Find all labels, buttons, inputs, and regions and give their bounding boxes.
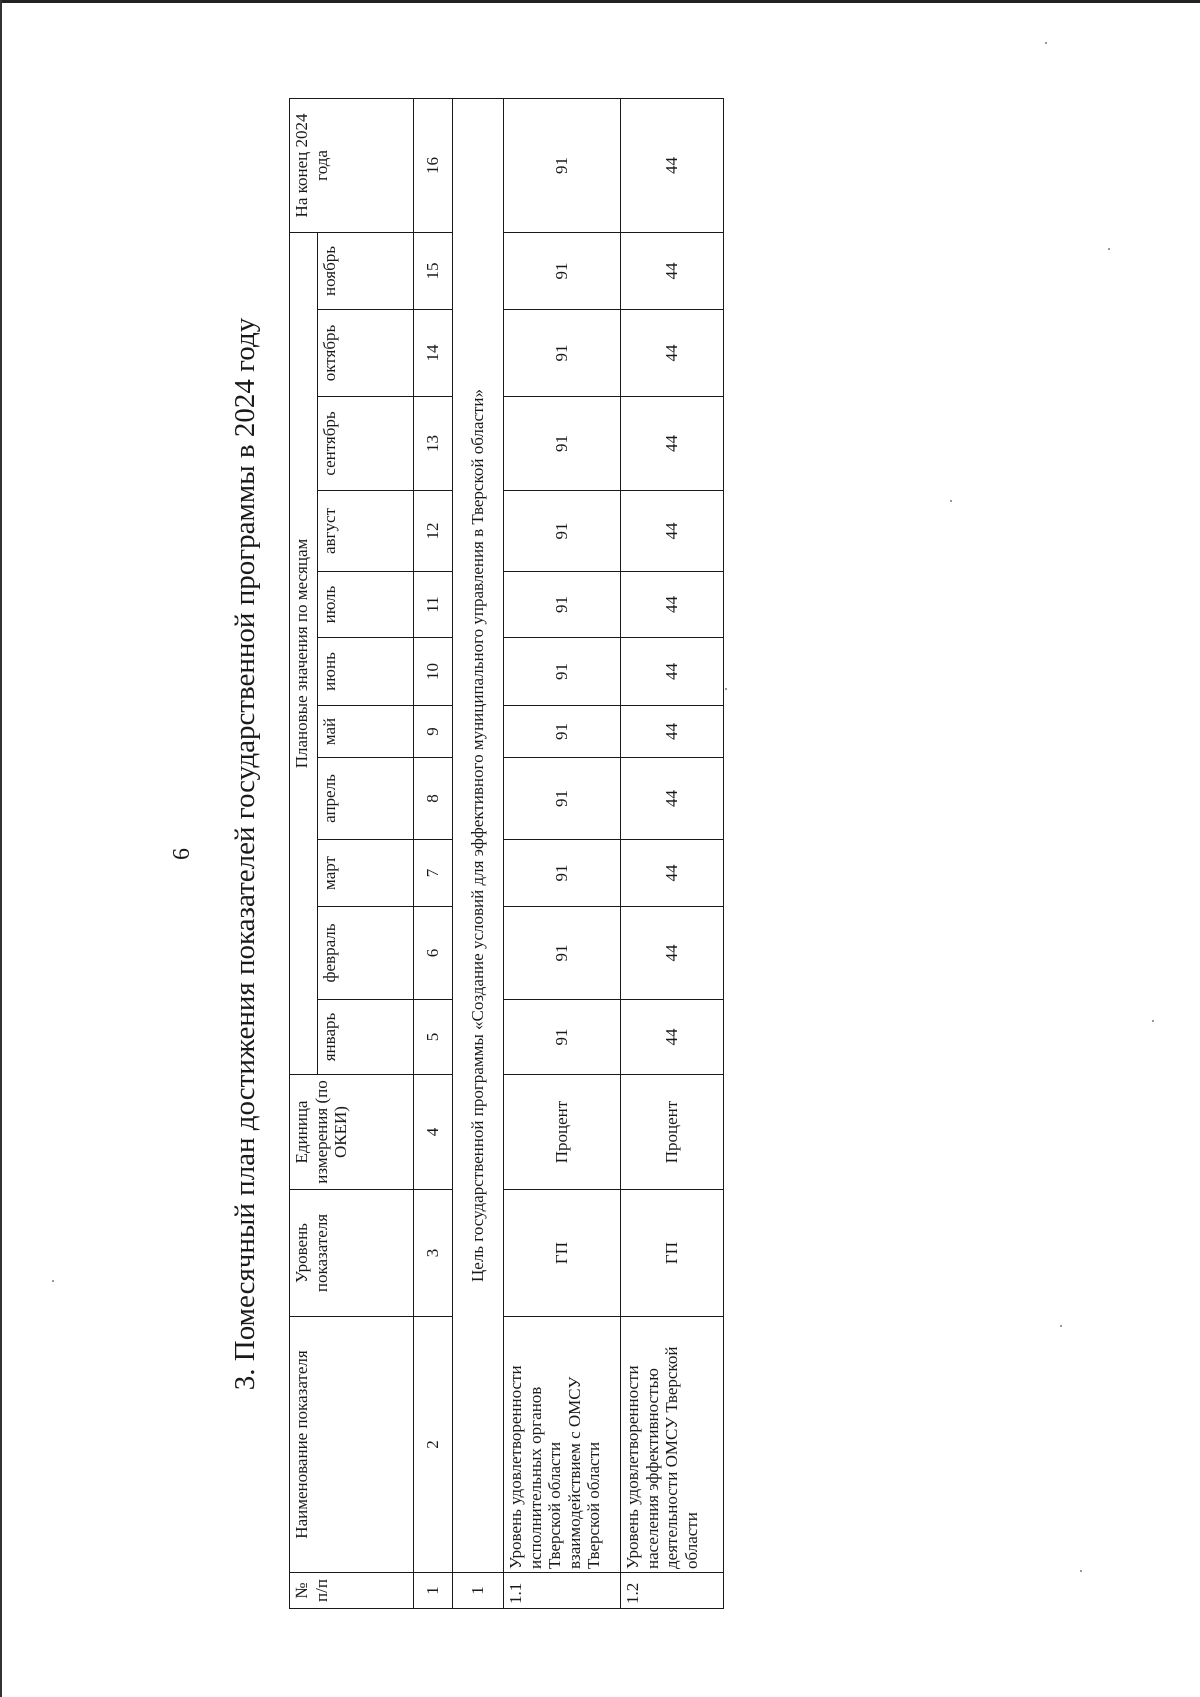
scan-edge-left	[0, 0, 2, 1697]
monthly-value: 91	[504, 1000, 621, 1075]
column-number: 8	[414, 758, 453, 840]
rotated-page-content	[169, 79, 1019, 1629]
header-month: январь	[318, 1000, 414, 1075]
column-number: 14	[414, 310, 453, 397]
monthly-plan-table	[289, 98, 724, 1609]
monthly-value: 44	[621, 638, 724, 706]
column-number: 10	[414, 638, 453, 706]
header-month: сентябрь	[318, 397, 414, 491]
column-number: 1	[414, 1573, 453, 1609]
goal-row	[453, 98, 504, 1608]
monthly-value: 91	[504, 638, 621, 706]
year-end-value: 44	[621, 98, 724, 232]
header-month: октябрь	[318, 310, 414, 397]
column-number: 7	[414, 840, 453, 907]
monthly-value: 44	[621, 840, 724, 907]
monthly-value: 91	[504, 310, 621, 397]
table-row	[621, 98, 724, 1608]
column-number: 3	[414, 1190, 453, 1317]
monthly-value: 91	[504, 840, 621, 907]
scan-speck	[1080, 1570, 1082, 1572]
monthly-value: 91	[504, 232, 621, 309]
header-month: февраль	[318, 907, 414, 1000]
header-monthly-group: Плановые значения по месяцам	[290, 232, 318, 1074]
header-unit: Единица измерения (по ОКЕИ)	[290, 1075, 414, 1190]
monthly-value: 91	[504, 907, 621, 1000]
column-number-row	[414, 98, 453, 1608]
indicator-level: ГП	[504, 1190, 621, 1317]
scan-speck	[1060, 1325, 1062, 1327]
goal-text: Цель государственной программы «Создание условий для эффективного муниципального управления в Тверской области»	[453, 98, 504, 1572]
monthly-value: 44	[621, 572, 724, 638]
scan-speck	[1108, 248, 1110, 250]
year-end-value: 91	[504, 98, 621, 232]
monthly-value: 44	[621, 706, 724, 758]
header-month: май	[318, 706, 414, 758]
header-month: июнь	[318, 638, 414, 706]
header-name: Наименование показателя	[290, 1317, 414, 1573]
indicator-name: Уровень удовлетворенности исполнительных органов Тверской области взаимодействием с ОМСУ Тверской области	[504, 1317, 621, 1573]
page-number: 6	[169, 848, 195, 860]
scan-speck	[1152, 1020, 1154, 1022]
scan-speck	[52, 1280, 54, 1282]
scan-speck	[1045, 42, 1047, 44]
header-level: Уровень показателя	[290, 1190, 414, 1317]
indicator-level: ГП	[621, 1190, 724, 1317]
scan-edge-top	[0, 0, 1200, 3]
column-number: 15	[414, 232, 453, 309]
header-month: март	[318, 840, 414, 907]
column-number: 11	[414, 572, 453, 638]
header-month: апрель	[318, 758, 414, 840]
column-number: 2	[414, 1317, 453, 1573]
monthly-value: 44	[621, 758, 724, 840]
indicator-name: Уровень удовлетворенности населения эффективностью деятельности ОМСУ Тверской области	[621, 1317, 724, 1573]
header-num: № п/п	[290, 1573, 414, 1609]
header-month: август	[318, 491, 414, 572]
monthly-value: 91	[504, 491, 621, 572]
monthly-value: 44	[621, 1000, 724, 1075]
header-year-end: На конец 2024 года	[290, 98, 414, 232]
monthly-value: 91	[504, 706, 621, 758]
column-number: 5	[414, 1000, 453, 1075]
monthly-value: 91	[504, 397, 621, 491]
column-number: 9	[414, 706, 453, 758]
column-number: 12	[414, 491, 453, 572]
column-number: 6	[414, 907, 453, 1000]
header-row	[290, 98, 318, 1608]
header-month: июль	[318, 572, 414, 638]
row-num: 1.2	[621, 1573, 724, 1609]
monthly-value: 44	[621, 397, 724, 491]
monthly-value: 44	[621, 907, 724, 1000]
monthly-value: 44	[621, 232, 724, 309]
indicator-unit: Процент	[504, 1075, 621, 1190]
goal-num: 1	[453, 1573, 504, 1609]
indicator-unit: Процент	[621, 1075, 724, 1190]
column-number: 4	[414, 1075, 453, 1190]
monthly-value: 44	[621, 310, 724, 397]
column-number: 13	[414, 397, 453, 491]
row-num: 1.1	[504, 1573, 621, 1609]
column-number: 16	[414, 98, 453, 232]
table-row	[504, 98, 621, 1608]
monthly-value: 44	[621, 491, 724, 572]
monthly-value: 91	[504, 572, 621, 638]
header-month: ноябрь	[318, 232, 414, 309]
document-title: 3. Помесячный план достижения показателей государственной программы в 2024 году	[229, 317, 261, 1391]
monthly-value: 91	[504, 758, 621, 840]
